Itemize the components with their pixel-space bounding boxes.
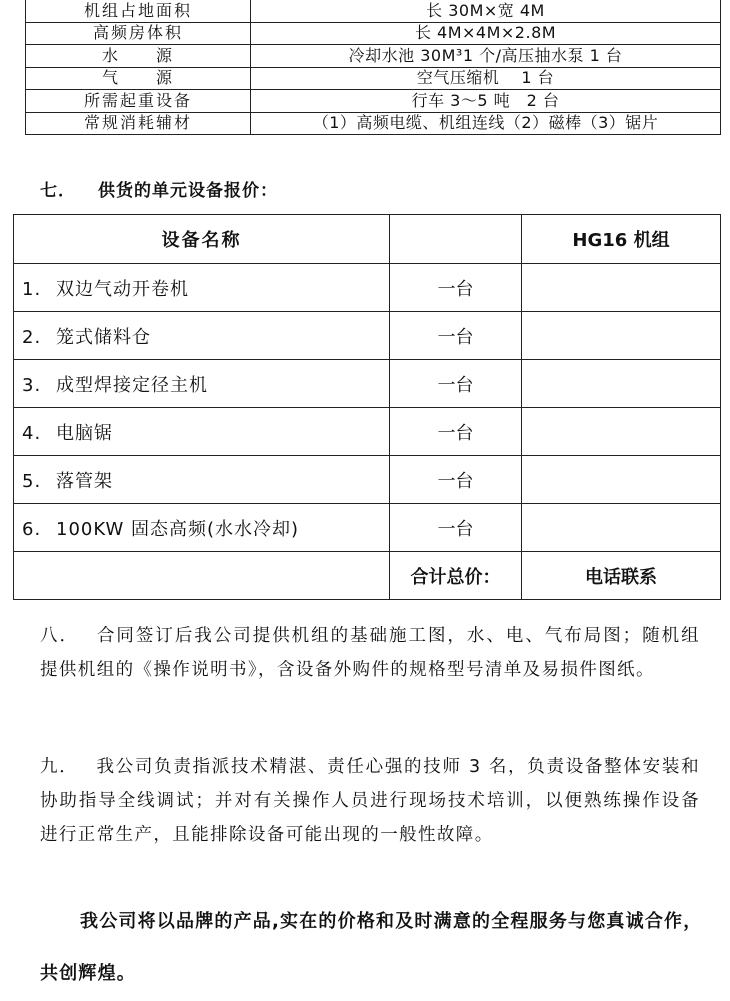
- spec-value: 冷却水池 30M³1 个/高压抽水泵 1 台: [251, 45, 721, 68]
- item-price: [522, 264, 721, 312]
- spec-value: 长 30M×宽 4M: [251, 0, 721, 22]
- item-price: [522, 360, 721, 408]
- item-price: [522, 312, 721, 360]
- item-name: 双边气动开卷机: [56, 278, 189, 300]
- item-name: 成型焊接定径主机: [56, 374, 208, 396]
- item-number: 3.: [22, 374, 42, 396]
- spec-row: [26, 67, 721, 90]
- quote-header-row: [14, 215, 721, 264]
- spec-row: [26, 22, 721, 45]
- spec-label: 机组占地面积: [26, 0, 251, 22]
- spec-label: 所需起重设备: [26, 90, 251, 113]
- header-equipment-name: 设备名称: [14, 215, 390, 264]
- spec-value: 空气压缩机 1 台: [251, 67, 721, 90]
- header-model: HG16 机组: [522, 215, 721, 264]
- section-text: 合同签订后我公司提供机组的基础施工图，水、电、气布局图；随机组提供机组的《操作说明书》，含设备外购件的规格型号清单及易损件图纸。: [40, 626, 700, 680]
- item-price: [522, 456, 721, 504]
- item-number: 6.: [22, 518, 42, 540]
- closing-statement: 我公司将以品牌的产品,实在的价格和及时满意的全程服务与您真诚合作，共创辉煌。: [40, 911, 703, 984]
- item-number: 4.: [22, 422, 42, 444]
- item-number: 2.: [22, 326, 42, 348]
- section-number: 七．: [40, 181, 76, 201]
- table-row: [14, 264, 721, 312]
- item-name: 电脑锯: [56, 422, 113, 444]
- spec-row: [26, 0, 721, 22]
- section-number: 九．: [40, 757, 79, 777]
- item-name: 落管架: [56, 470, 113, 492]
- spec-label: 常规消耗辅材: [26, 112, 251, 135]
- spec-table: [25, 0, 721, 135]
- spec-row: [26, 112, 721, 135]
- section-title: 供货的单元设备报价：: [98, 181, 278, 201]
- table-row: [14, 408, 721, 456]
- total-value: 电话联系: [522, 552, 721, 600]
- spec-label: 高频房体积: [26, 22, 251, 45]
- table-row: [14, 360, 721, 408]
- section-8-paragraph: [40, 619, 700, 687]
- item-quantity: 一台: [390, 408, 522, 456]
- spec-label: 气 源: [26, 67, 251, 90]
- spec-value: 行车 3～5 吨 2 台: [251, 90, 721, 113]
- item-name: 100KW 固态高频(水水冷却): [56, 518, 300, 540]
- item-quantity: 一台: [390, 360, 522, 408]
- section-9-paragraph: [40, 750, 700, 852]
- item-name: 笼式储料仓: [56, 326, 151, 348]
- item-quantity: 一台: [390, 312, 522, 360]
- item-quantity: 一台: [390, 264, 522, 312]
- table-row: [14, 504, 721, 552]
- item-price: [522, 504, 721, 552]
- section-number: 八．: [40, 626, 79, 646]
- section-text: 我公司负责指派技术精湛、责任心强的技师 3 名，负责设备整体安装和协助指导全线调试；并对有关操作人员进行现场技术培训，以便熟练操作设备进行正常生产，且能排除设备可能出现的一般性故障。: [40, 757, 700, 845]
- item-number: 5.: [22, 470, 42, 492]
- total-row: [14, 552, 721, 600]
- item-quantity: 一台: [390, 504, 522, 552]
- header-quantity: [390, 215, 522, 264]
- spec-row: [26, 90, 721, 113]
- spec-value: 长 4M×4M×2.8M: [251, 22, 721, 45]
- section-7-heading: [40, 176, 278, 201]
- quote-table: [13, 214, 721, 600]
- table-row: [14, 312, 721, 360]
- spec-row: [26, 45, 721, 68]
- spec-value: （1）高频电缆、机组连线（2）磁棒（3）锯片: [251, 112, 721, 135]
- item-price: [522, 408, 721, 456]
- spec-label: 水 源: [26, 45, 251, 68]
- item-number: 1.: [22, 278, 42, 300]
- total-label: 合计总价：: [390, 552, 522, 600]
- table-row: [14, 456, 721, 504]
- item-quantity: 一台: [390, 456, 522, 504]
